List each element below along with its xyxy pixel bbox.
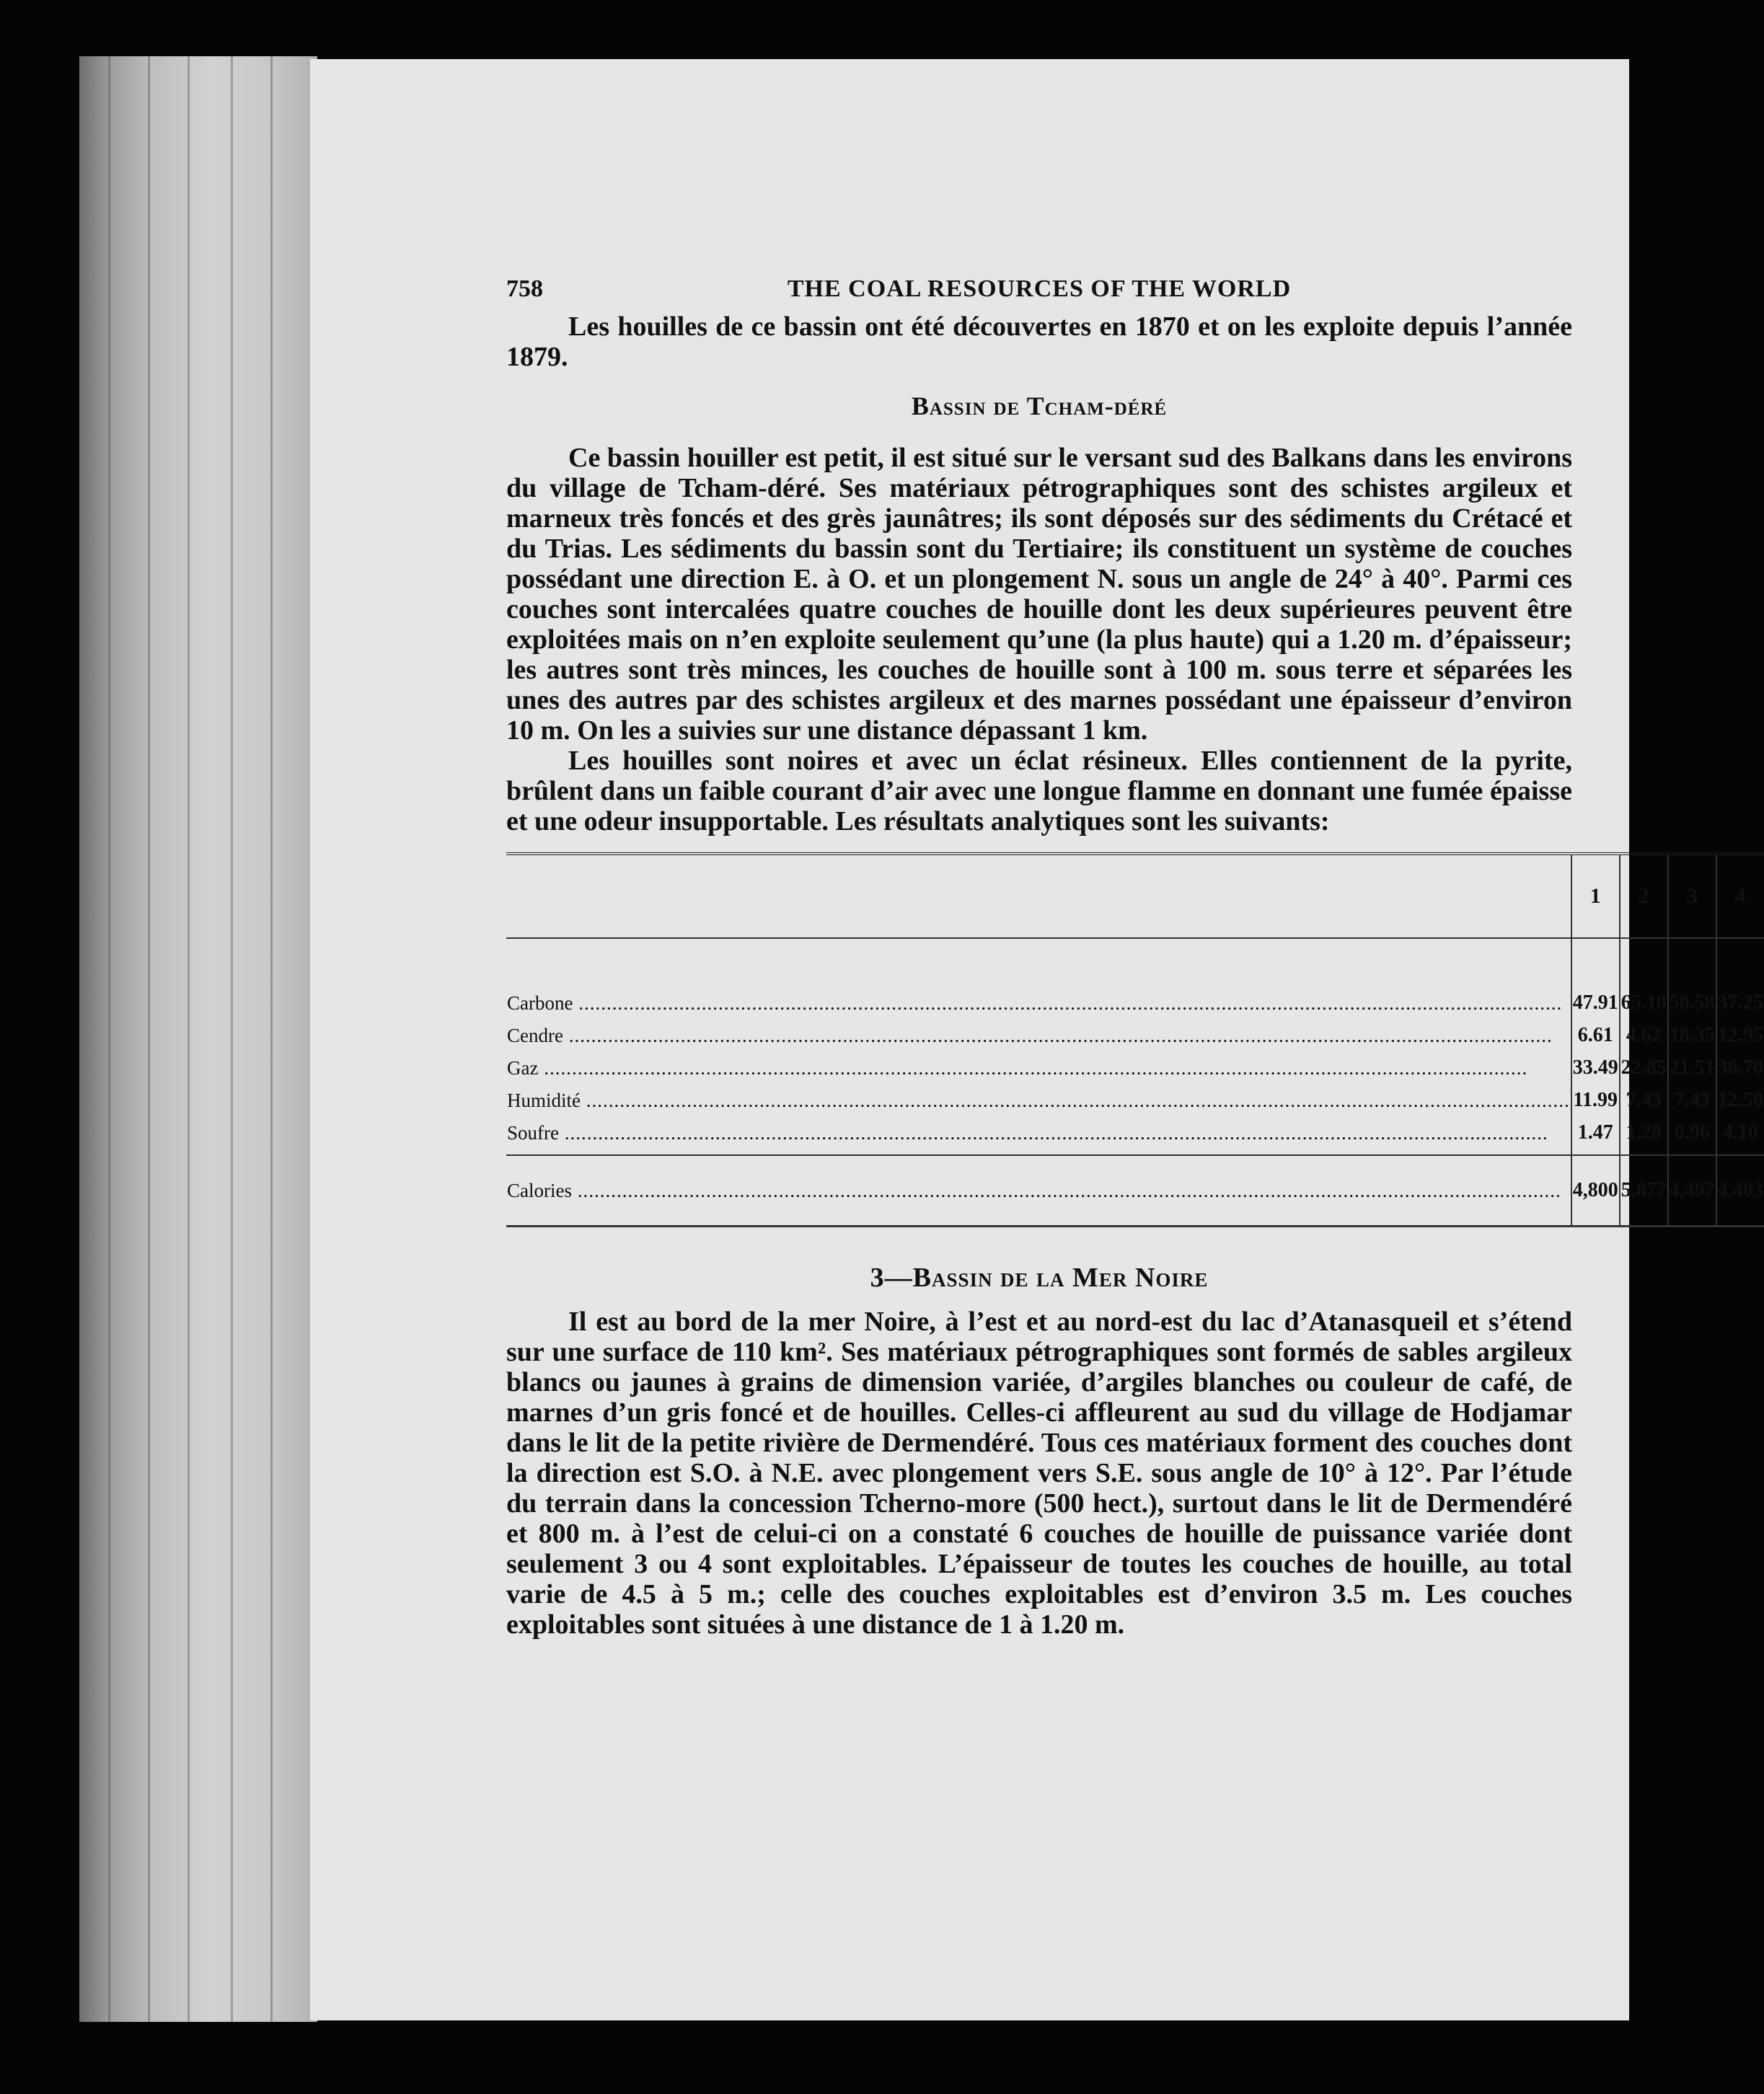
section-heading-mer-noire: 3—Bassin de la Mer Noire bbox=[870, 1263, 1209, 1293]
table-cell: 21.51 bbox=[1668, 1048, 1716, 1080]
table-cell: 5,877 bbox=[1620, 1155, 1668, 1227]
mer-noire-paragraph: Il est au bord de la mer Noire, à l’est et au nord-est du lac d’Atanasqueil et s’étend sur une surface de 110 km². Ses matériaux pétrographiques sont formés de sables argileux blancs ou jaunes à grains de dimension variée, d’argiles blanches ou couleur de café, de marnes d’un gris foncé et de houilles. Celles-ci affleurent au sud du village de Hodjamar dans le lit de la petite rivière de Dermendéré. Tous ces matériaux forment des couches dont la direction est S.O. à N.E. avec plongement vers S.E. sous angle de 10° à 12°. Par l’étude du terrain dans la concession Tcherno-more (500 hect.), surtout dans le lit de Dermendéré et 800 m. à l’est de celui-ci on a constaté 6 couches de houille de puissance variée dont seulement 3 ou 4 sont exploitables. L’épaisseur de toutes les couches de houille, au total varie de 4.5 à 5 m.; celle des couches exploitables est d’environ 3.5 m. Les couches exploitables sont situées à une distance de 1 à 1.20 m. bbox=[506, 1307, 1572, 1640]
row-label: Humidité ..... bbox=[506, 1080, 1571, 1113]
tcham-coal-properties-paragraph: Les houilles sont noires et avec un éclat résineux. Elles contiennent de la pyrite, brûlent dans un faible courant d’air avec une longue flamme en donnant une fumée épaisse et une odeur insupportable. Les résultats analytiques sont les suivants: bbox=[506, 746, 1572, 836]
table-row bbox=[506, 1113, 1764, 1155]
table-cell: 7.43 bbox=[1620, 1080, 1668, 1113]
table-total-row bbox=[506, 1155, 1764, 1227]
column-header-4: 4 bbox=[1716, 854, 1764, 938]
table-cell: 7.43 bbox=[1668, 1080, 1716, 1113]
table-cell: 22.85 bbox=[1620, 1048, 1668, 1080]
row-label: Carbone ..... bbox=[506, 938, 1571, 1015]
table-cell: 36.70 bbox=[1716, 1048, 1764, 1080]
table-row bbox=[506, 1080, 1764, 1113]
table-cell: 18.35 bbox=[1668, 1015, 1716, 1048]
table-cell: 4.10 bbox=[1716, 1113, 1764, 1155]
table-cell: 0.96 bbox=[1668, 1113, 1716, 1155]
row-label: Soufre ..... bbox=[506, 1113, 1571, 1155]
table-cell: 65.10 bbox=[1620, 938, 1668, 1015]
coal-analysis-table bbox=[506, 852, 1764, 1227]
table-cell: 12.95 bbox=[1716, 1015, 1764, 1048]
page-sheet bbox=[310, 59, 1763, 2020]
table-cell: 11.99 bbox=[1571, 1080, 1620, 1113]
table-row bbox=[506, 938, 1764, 1015]
column-header-1: 1 bbox=[1571, 854, 1620, 938]
table-cell: 6.61 bbox=[1571, 1015, 1620, 1048]
table-cell: 50.58 bbox=[1668, 938, 1716, 1015]
running-header bbox=[506, 275, 1572, 312]
table-cell: 47.91 bbox=[1571, 938, 1620, 1015]
table-row bbox=[506, 1015, 1764, 1048]
book-binding-edge bbox=[79, 56, 317, 2022]
intro-paragraph: Les houilles de ce bassin ont été découvertes en 1870 et on les exploite depuis l’année 1879. bbox=[506, 312, 1572, 372]
table-cell: 4,497 bbox=[1668, 1155, 1716, 1227]
table-cell: 37.25 bbox=[1716, 938, 1764, 1015]
page-content bbox=[506, 275, 1763, 1640]
table-cell: 4,800 bbox=[1571, 1155, 1620, 1227]
table-cell: 12.50 bbox=[1716, 1080, 1764, 1113]
table-row bbox=[506, 1048, 1764, 1080]
row-label: Gaz ..... bbox=[506, 1048, 1571, 1080]
table-cell: 1.28 bbox=[1620, 1113, 1668, 1155]
row-label: Calories ..... bbox=[506, 1155, 1571, 1227]
table-cell: 1.47 bbox=[1571, 1113, 1620, 1155]
table-header-blank bbox=[506, 854, 1571, 938]
section-heading-tcham: Bassin de Tcham-déré bbox=[911, 392, 1168, 420]
table-cell: 33.49 bbox=[1571, 1048, 1620, 1080]
analysis-table-wrapper bbox=[506, 852, 1763, 1227]
column-header-2: 2 bbox=[1620, 854, 1668, 938]
running-title: THE COAL RESOURCES OF THE WORLD bbox=[787, 275, 1292, 302]
row-label: Cendre ..... bbox=[506, 1015, 1571, 1048]
page-number: 758 bbox=[506, 275, 543, 302]
table-cell: 4,403 bbox=[1716, 1155, 1764, 1227]
table-cell: 4.62 bbox=[1620, 1015, 1668, 1048]
column-header-3: 3 bbox=[1668, 854, 1716, 938]
tcham-description-paragraph: Ce bassin houiller est petit, il est situé sur le versant sud des Balkans dans les environs du village de Tcham-déré. Ses matériaux pétrographiques sont des schistes argileux et marneux très foncés et des grès jaunâtres; ils sont déposés sur des sédiments du Crétacé et du Trias. Les sédiments du bassin sont du Tertiaire; ils constituent un système de couches possédant une direction E. à O. et un plongement N. sous un angle de 24° à 40°. Parmi ces couches sont intercalées quatre couches de houille dont les deux supérieures peuvent être exploitées mais on n’en exploite seulement qu’une (la plus haute) qui a 1.20 m. d’épaisseur; les autres sont très minces, les couches de houille sont à 100 m. sous terre et séparées les unes des autres par des schistes argileux et des marnes possédant une épaisseur d’environ 10 m. On les a suivies sur une distance dépassant 1 km. bbox=[506, 443, 1572, 746]
table-header-row bbox=[506, 854, 1764, 938]
